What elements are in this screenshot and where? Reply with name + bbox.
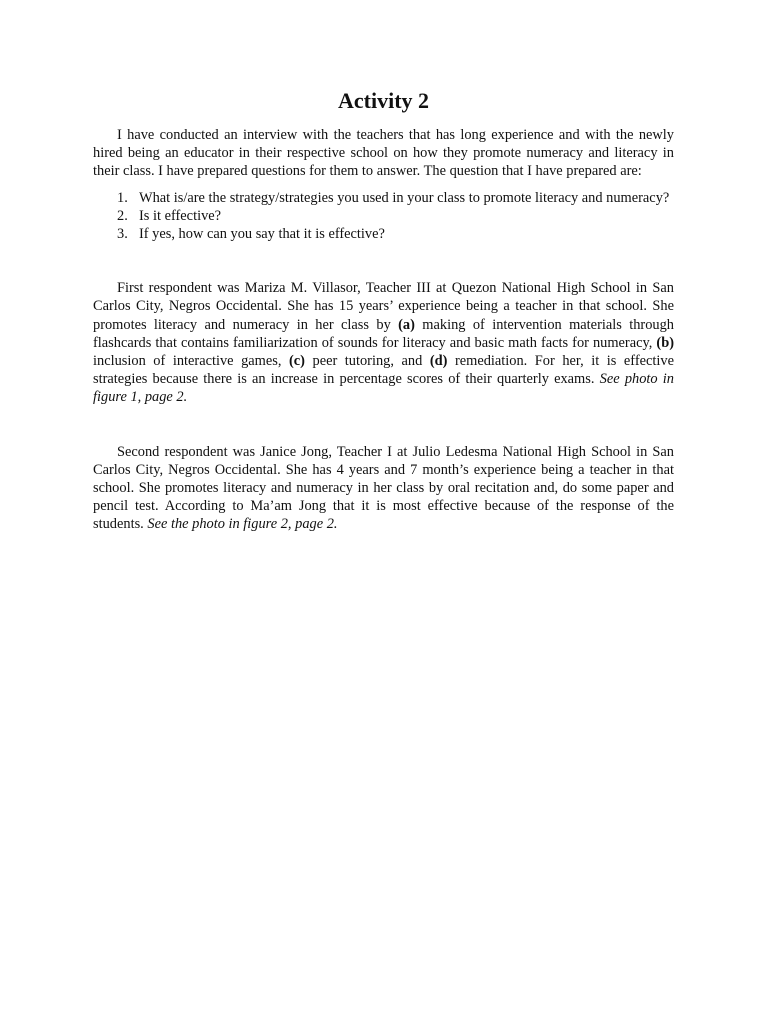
marker-c: (c): [288, 353, 305, 370]
respondent-2-paragraph: [93, 443, 674, 534]
list-item-text: If yes, how can you say that it is effective?: [139, 226, 385, 243]
respondent-2-text: Second respondent was Janice Jong, Teacher I at Julio Ledesma National High School in San Carlos City, Negros Occidental. She has 4 years and 7 month’s experience being a teacher in that school. She promotes literacy and numeracy in her class by oral recitation and, do some paper and pencil test. According to Ma’am Jong that it is most effective because of the response of the students.: [93, 443, 674, 533]
question-list: [93, 189, 674, 244]
list-item: [93, 189, 674, 207]
list-number: 3.: [117, 226, 128, 243]
respondent-1-text: inclusion of interactive games,: [93, 353, 289, 370]
respondent-1-text: remediation. For her, it is effective strategies because there is an increase in percentage scores of their quarterly exams.: [93, 353, 674, 388]
list-number: 2.: [117, 207, 128, 224]
document-page: [93, 86, 674, 534]
list-item-text: What is/are the strategy/strategies you used in your class to promote literacy and numeracy?: [139, 189, 670, 206]
list-number: 1.: [117, 189, 128, 206]
respondent-1-text: First respondent was Mariza M. Villasor, Teacher III at Quezon National High School in San Carlos City, Negros Occidental. She has 15 years’ experience being a teacher in that school. She promotes literacy and numeracy in her class by: [93, 280, 674, 333]
list-item: [93, 207, 674, 225]
intro-paragraph: I have conducted an interview with the teachers that has long experience and with the newly hired being an educator in their respective school on how they promote numeracy and literacy in their class. I have prepared questions for them to answer. The question that I have prepared are:: [93, 127, 674, 180]
respondent-1-paragraph: [93, 279, 674, 406]
page-title: Activity 2: [337, 88, 430, 113]
figure-reference: See photo in figure 1, page 2.: [93, 371, 674, 406]
marker-a: (a): [398, 316, 415, 333]
marker-d: (d): [429, 353, 448, 370]
marker-b: (b): [656, 334, 674, 351]
respondent-1-text: peer tutoring, and: [304, 353, 430, 370]
respondent-1-text: making of intervention materials through flashcards that contains familiarization of sounds for literacy and basic math facts for numeracy,: [93, 316, 674, 351]
list-item-text: Is it effective?: [139, 207, 222, 224]
list-item: [93, 225, 674, 243]
figure-reference: See the photo in figure 2, page 2.: [147, 516, 338, 533]
